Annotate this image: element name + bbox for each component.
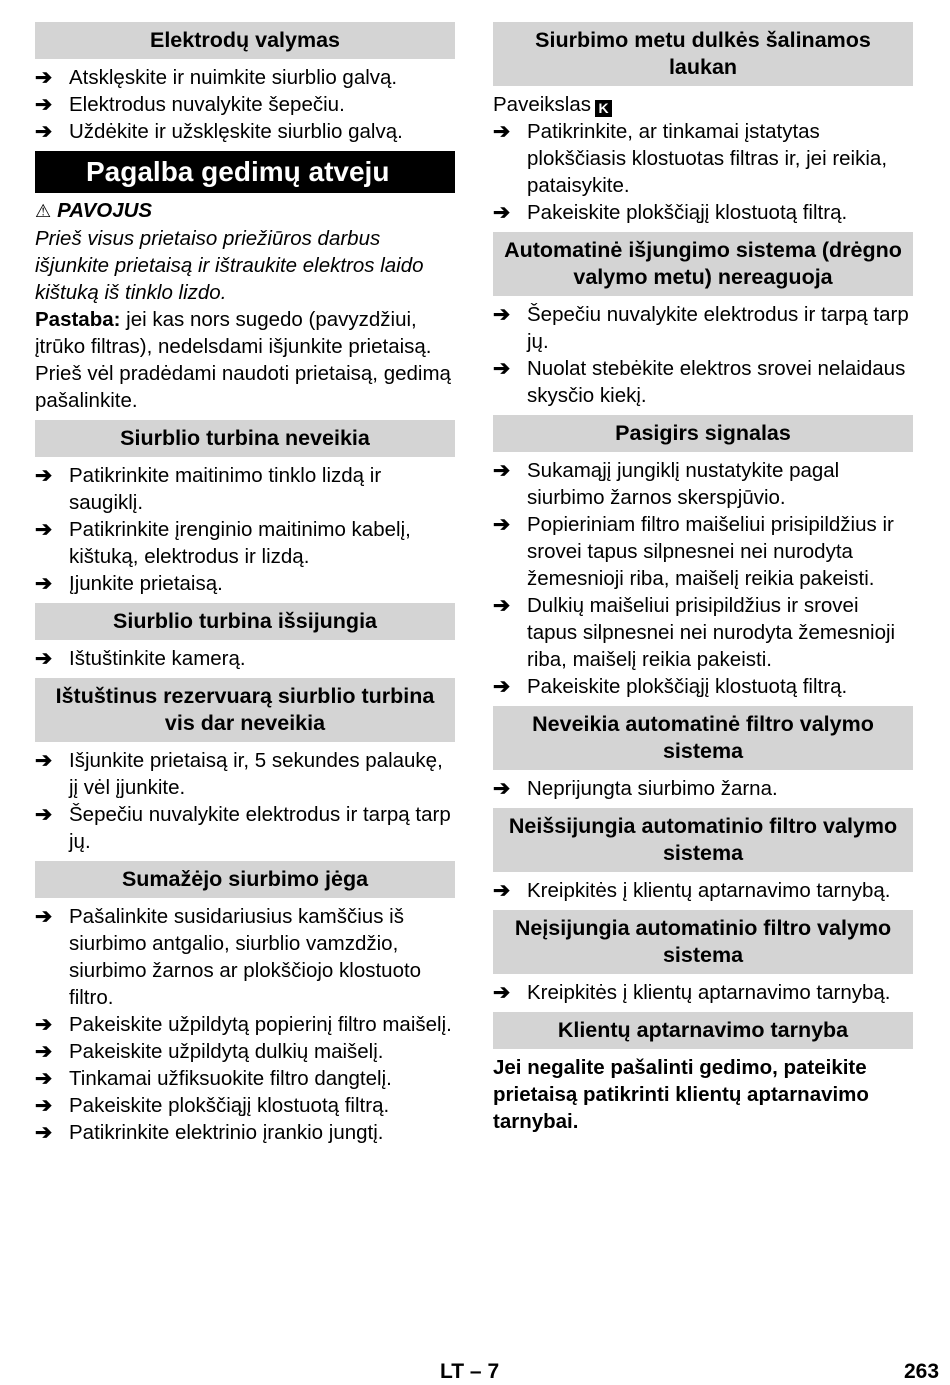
- danger-title: PAVOJUS: [57, 199, 153, 222]
- list-item: ➔ Neprijungta siurbimo žarna.: [493, 777, 778, 800]
- list-item: ➔ Patikrinkite elektrinio įrankio jungtį.: [35, 1121, 384, 1144]
- arrow-icon: ➔: [35, 803, 53, 826]
- bullet-list: [35, 462, 455, 597]
- list-item: ➔ Ištuštinkite kamerą.: [35, 647, 246, 670]
- arrow-icon: ➔: [35, 1094, 53, 1117]
- bullet-list: [493, 301, 913, 409]
- arrow-icon: ➔: [35, 905, 53, 928]
- list-item: ➔ Pakeiskite plokščiąjį klostuotą filtrą.: [493, 201, 848, 224]
- bullet-list: [493, 775, 913, 802]
- arrow-icon: ➔: [493, 459, 511, 482]
- section-heading: Elektrodų valymas: [35, 22, 455, 59]
- arrow-icon: ➔: [35, 572, 53, 595]
- page-number: 263: [904, 1360, 940, 1383]
- bullet-list: [35, 747, 455, 855]
- bullet-list: [493, 979, 913, 1006]
- list-item: ➔ Tinkamai užfiksuokite filtro dangtelį.: [35, 1067, 392, 1090]
- arrow-icon: ➔: [35, 464, 53, 487]
- arrow-icon: ➔: [35, 1067, 53, 1090]
- list-item: ➔ Dulkių maišeliui prisipildžius ir srovei tapus silpnesnei nei nurodyta žemesnioji riba, maišelį reikia pakeisti.: [493, 594, 896, 671]
- list-item: ➔ Uždėkite ir užsklęskite siurblio galvą.: [35, 120, 403, 143]
- warning-icon: ⚠: [35, 201, 52, 221]
- arrow-icon: ➔: [493, 777, 511, 800]
- bullet-list: [35, 903, 455, 1146]
- list-item: ➔ Pakeiskite užpildytą dulkių maišelį.: [35, 1040, 384, 1063]
- left-column: [35, 22, 455, 1146]
- arrow-icon: ➔: [35, 1121, 53, 1144]
- list-item: ➔ Patikrinkite maitinimo tinklo lizdą ir saugiklį.: [35, 464, 382, 514]
- list-item: ➔ Pakeiskite užpildytą popierinį filtro maišelį.: [35, 1013, 452, 1036]
- service-paragraph: Jei negalite pašalinti gedimo, pateikite prietaisą patikrinti klientų aptarnavimo tarnybai.: [493, 1056, 869, 1133]
- section-heading: Klientų aptarnavimo tarnyba: [493, 1012, 913, 1049]
- section-heading: Neišsijungia automatinio filtro valymo sistema: [493, 808, 913, 872]
- bullet-list: [493, 457, 913, 700]
- list-item: ➔ Popieriniam filtro maišeliui prisipildžius ir srovei tapus silpnesnei nei nurodyta žemesnioji riba, maišelį reikia pakeisti.: [493, 513, 894, 590]
- arrow-icon: ➔: [35, 1013, 53, 1036]
- arrow-icon: ➔: [493, 120, 511, 143]
- list-item: ➔ Šepečiu nuvalykite elektrodus ir tarpą tarp jų.: [35, 803, 451, 853]
- list-item: ➔ Šepečiu nuvalykite elektrodus ir tarpą tarp jų.: [493, 303, 909, 353]
- list-item: ➔ Išjunkite prietaisą ir, 5 sekundes palaukę, jį vėl įjunkite.: [35, 749, 443, 799]
- arrow-icon: ➔: [493, 879, 511, 902]
- bullet-list: [493, 877, 913, 904]
- bullet-list: [35, 64, 455, 145]
- section-heading: Sumažėjo siurbimo jėga: [35, 861, 455, 898]
- section-heading: Neveikia automatinė filtro valymo sistema: [493, 706, 913, 770]
- main-heading: Pagalba gedimų atveju: [35, 151, 455, 193]
- list-item: ➔ Kreipkitės į klientų aptarnavimo tarnybą.: [493, 981, 891, 1004]
- note-paragraph: [35, 306, 455, 414]
- arrow-icon: ➔: [35, 749, 53, 772]
- arrow-icon: ➔: [35, 93, 53, 116]
- note-label: Pastaba:: [35, 308, 121, 331]
- section-heading: Neįsijungia automatinio filtro valymo sistema: [493, 910, 913, 974]
- arrow-icon: ➔: [35, 1040, 53, 1063]
- arrow-icon: ➔: [493, 981, 511, 1004]
- arrow-icon: ➔: [493, 513, 511, 536]
- list-item: ➔ Pakeiskite plokščiąjį klostuotą filtrą.: [35, 1094, 390, 1117]
- arrow-icon: ➔: [493, 594, 511, 617]
- arrow-icon: ➔: [493, 201, 511, 224]
- arrow-icon: ➔: [35, 66, 53, 89]
- section-heading: Ištuštinus rezervuarą siurblio turbina vis dar neveikia: [35, 678, 455, 742]
- section-heading: Siurblio turbina neveikia: [35, 420, 455, 457]
- arrow-icon: ➔: [35, 120, 53, 143]
- section-heading: Pasigirs signalas: [493, 415, 913, 452]
- list-item: ➔ Atsklęskite ir nuimkite siurblio galvą.: [35, 66, 398, 89]
- section-heading: Siurbimo metu dulkės šalinamos laukan: [493, 22, 913, 86]
- note-text: jei kas nors sugedo (pavyzdžiui, įtrūko filtras), nedelsdami išjunkite prietaisą. Prieš vėl pradėdami naudoti prietaisą, gedimą pašalinkite.: [35, 308, 451, 412]
- danger-notice: [35, 197, 455, 306]
- list-item: ➔ Pakeiskite plokščiąjį klostuotą filtrą.: [493, 675, 848, 698]
- arrow-icon: ➔: [35, 518, 53, 541]
- list-item: ➔ Įjunkite prietaisą.: [35, 572, 223, 595]
- footer-section-label: LT – 7: [440, 1360, 500, 1383]
- section-heading: Siurblio turbina išsijungia: [35, 603, 455, 640]
- list-item: ➔ Sukamąjį jungiklį nustatykite pagal siurbimo žarnos skerspjūvio.: [493, 459, 840, 509]
- danger-text: Prieš visus prietaiso priežiūros darbus išjunkite prietaisą ir ištraukite elektros laido kištuką iš tinklo lizdo.: [35, 227, 424, 304]
- list-item: ➔ Elektrodus nuvalykite šepečiu.: [35, 93, 345, 116]
- section-heading: Automatinė išjungimo sistema (drėgno valymo metu) nereaguoja: [493, 232, 913, 296]
- arrow-icon: ➔: [35, 647, 53, 670]
- right-column: [493, 22, 913, 1135]
- arrow-icon: ➔: [493, 675, 511, 698]
- figure-reference: Paveikslas K: [493, 91, 913, 118]
- bullet-list: [493, 118, 913, 226]
- figure-key-badge: K: [595, 100, 612, 117]
- list-item: ➔ Patikrinkite, ar tinkamai įstatytas plokščiasis klostuotas filtras ir, jei reikia, pataisykite.: [493, 120, 888, 197]
- arrow-icon: ➔: [493, 303, 511, 326]
- list-item: ➔ Pašalinkite susidariusius kamščius iš siurbimo antgalio, siurblio vamzdžio, siurbimo žarnos ar plokščiojo klostuoto filtro.: [35, 905, 422, 1009]
- list-item: ➔ Nuolat stebėkite elektros srovei nelaidaus skysčio kiekį.: [493, 357, 906, 407]
- list-item: ➔ Patikrinkite įrenginio maitinimo kabelį, kištuką, elektrodus ir lizdą.: [35, 518, 411, 568]
- arrow-icon: ➔: [493, 357, 511, 380]
- list-item: ➔ Kreipkitės į klientų aptarnavimo tarnybą.: [493, 879, 891, 902]
- bullet-list: [35, 645, 455, 672]
